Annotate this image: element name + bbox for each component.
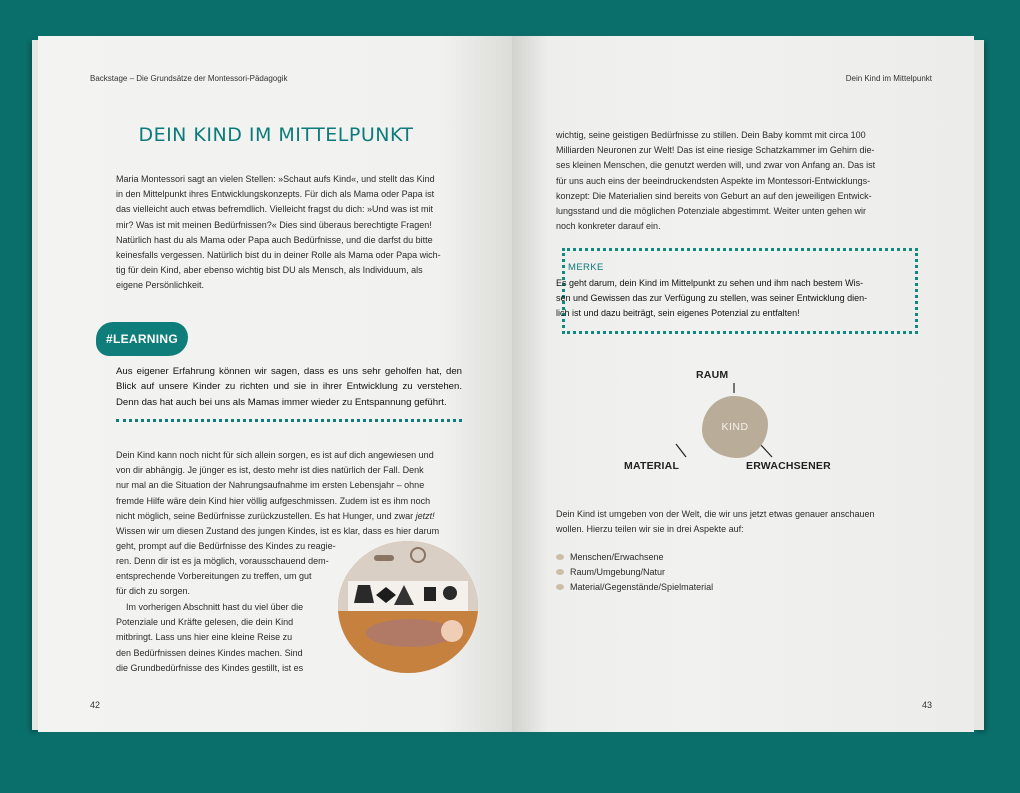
diagram-connectors	[512, 36, 974, 732]
diagram-label-raum: RAUM	[696, 369, 729, 381]
aspects-list	[556, 550, 713, 595]
list-item: Raum/Umgebung/Natur	[556, 565, 713, 580]
dotted-divider	[116, 419, 462, 422]
diagram-label-material: MATERIAL	[624, 460, 680, 472]
intro-paragraph: Maria Montessori sagt an vielen Stellen: »Schaut aufs Kind«, und stellt das Kind in den Mittelpunkt ihres Entwicklungskonzepts. Für dich als Mama oder Papa ist das vielleicht auch etwas befremdlich. Vielleicht fragst du dich: »Und was ist mit mir? Was ist mit meinen Bedürfnissen?« Dies sind überaus berechtigte Fragen! Natürlich hast du als Mama oder Papa auch Bedürfnisse, und die darfst du bitte keinesfalls vergessen. Natürlich bist du in deiner Rolle als Mama oder Papa wich- tig für dein Kind, aber ebenso wichtig bist DU als Mensch, als Individuum, als eigene Persönlichkeit.	[116, 174, 441, 291]
open-book	[32, 34, 984, 734]
body-paragraph-2: Im vorherigen Abschnitt hast du viel über die Potenziale und Kräfte gelesen, die dein Kind mitbringt. Lass uns hier eine kleine Reise zu den Bedürfnissen deines Kindes machen. Sind die Grundbedürfnisse des Kindes gestillt, ist es	[116, 602, 304, 673]
body-paragraph-wrap: ren. Denn dir ist es ja möglich, vorausschauend dem- entsprechende Vorbereitungen zu treffen, um gut für dich zu sorgen.	[116, 556, 329, 597]
bullet-icon	[556, 554, 564, 560]
diagram-label-erwachsener: ERWACHSENER	[746, 460, 831, 472]
right-page-edge	[974, 40, 984, 730]
running-head-right: Dein Kind im Mittelpunkt	[845, 74, 932, 83]
learning-text: Aus eigener Erfahrung können wir sagen, dass es uns sehr geholfen hat, den Blick auf unsere Kinder zu richten und sie in ihrer Entwicklung zu verstehen. Denn das hat auch bei uns als Mamas immer wieder zu Entspannung geführt.	[116, 366, 462, 408]
diagram-label-kind: KIND	[721, 421, 749, 433]
page-number-left: 42	[90, 700, 101, 710]
page-number-right: 43	[921, 700, 932, 710]
bullet-icon	[556, 569, 564, 575]
merke-title: MERKE	[568, 262, 604, 273]
list-item: Menschen/Erwachsene	[556, 550, 713, 565]
outro-paragraph: Dein Kind ist umgeben von der Welt, die wir uns jetzt etwas genauer anschauen wollen. Hierzu teilen wir sie in drei Aspekte auf:	[556, 509, 875, 535]
body-paragraph: Dein Kind kann noch nicht für sich allein sorgen, es ist auf dich angewiesen und von dir abhängig. Je jünger es ist, desto mehr ist dies natürlich der Fall. Denk nur mal an die Situation der Nahrungsaufnahme im ersten Lebensjahr – ohne fremde Hilfe wäre dein Kind hier völlig aufgeschmissen. Zudem ist es ihm noch nicht möglich, seine Bedürfnisse zurückzustellen. Es hat Hunger, und zwar jetzt! Wissen wir um diesen Zustand des jungen Kindes, ist es klar, dass es hier darum geht, prompt auf die Bedürfnisse des Kindes zu reagie-	[116, 450, 440, 552]
left-page	[38, 36, 512, 732]
baby-photo	[338, 541, 478, 673]
merke-text: Es geht darum, dein Kind im Mittelpunkt zu sehen und ihm nach bestem Wis- sen und Gewissen das zur Verfügung zu stellen, was seiner Entwicklung dien- lich ist und dazu beiträgt, sein eigenes Potenzial zu entfalten!	[556, 278, 868, 319]
learning-badge: #LEARNING	[96, 322, 188, 356]
right-page	[512, 36, 974, 732]
list-item: Material/Gegenstände/Spielmaterial	[556, 580, 713, 595]
right-top-paragraph: wichtig, seine geistigen Bedürfnisse zu stillen. Dein Baby kommt mit circa 100 Milliarden Neuronen zur Welt! Das ist eine riesige Schatzkammer im Gehirn die- ses kleinen Menschen, die genutzt werden will, und zwar von Anfang an. Das ist für uns auch eins der beeindruckendsten Aspekte im Montessori-Entwicklungs- konzept: Die Materialien sind bereits von Geburt an auf den jeweiligen Entwick- lungsstand und die möglichen Potenziale abgestimmt. Weiter unten gehen wir noch konkreter darauf ein.	[556, 130, 876, 232]
page-title: DEIN KIND IM MITTELPUNKT	[138, 124, 414, 146]
running-head-left: Backstage – Die Grundsätze der Montessori-Pädagogik	[90, 74, 288, 83]
bullet-icon	[556, 584, 564, 590]
